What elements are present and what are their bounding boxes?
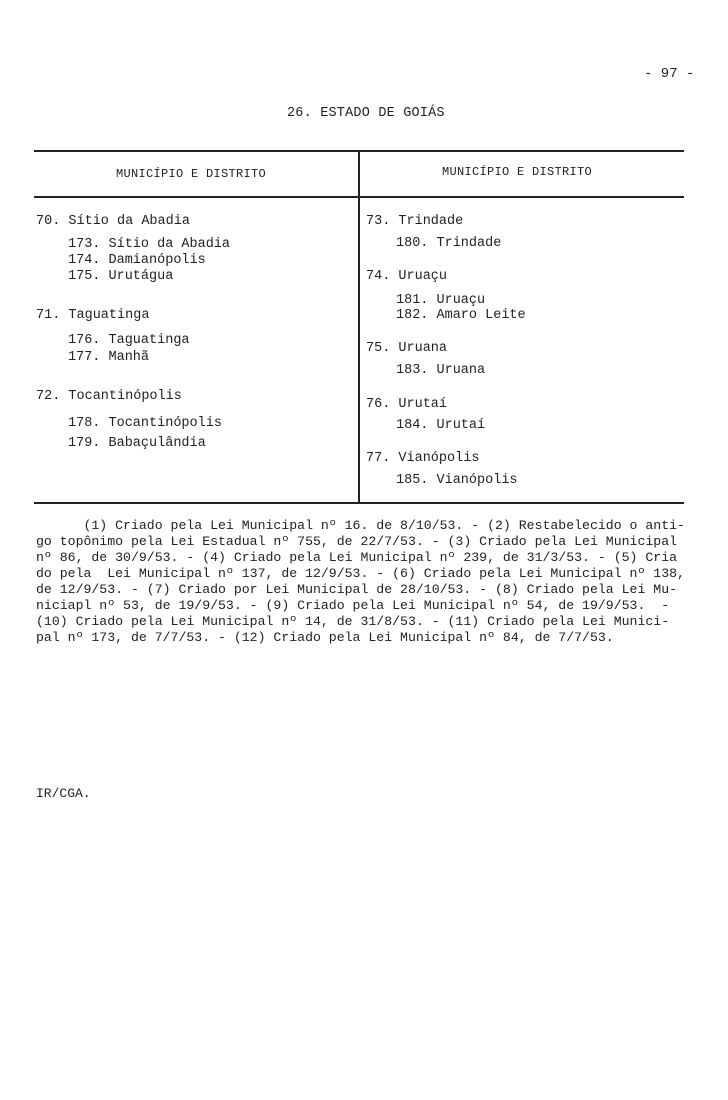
municipio-entry: 73. Trindade xyxy=(366,214,464,229)
footnote-line: (1) Criado pela Lei Municipal nº 16. de 8/10/53. - (2) Restabelecido o anti- xyxy=(36,518,685,533)
table-column-divider xyxy=(358,150,360,504)
distrito-entry: 184. Urutaí xyxy=(396,418,486,433)
distrito-entry: 174. Damianópolis xyxy=(68,253,206,268)
footnote-line: (10) Criado pela Lei Municipal nº 14, de 31/8/53. - (11) Criado pela Lei Munici- xyxy=(36,614,670,629)
footnote-line: do pela Lei Municipal nº 137, de 12/9/53. - (6) Criado pela Lei Municipal nº 138, xyxy=(36,566,685,581)
distrito-entry: 185. Vianópolis xyxy=(396,473,518,488)
distrito-entry: 181. Uruaçu xyxy=(396,293,486,308)
distrito-entry: 179. Babaçulândia xyxy=(68,436,206,451)
municipio-entry: 75. Uruana xyxy=(366,341,448,356)
distrito-entry: 175. Urutágua xyxy=(68,269,174,284)
distrito-entry: 173. Sítio da Abadia xyxy=(68,237,231,252)
municipio-entry: 72. Tocantinópolis xyxy=(36,389,182,404)
municipio-entry: 74. Uruaçu xyxy=(366,269,448,284)
distrito-entry: 176. Taguatinga xyxy=(68,333,190,348)
section-title: 26. ESTADO DE GOIÁS xyxy=(287,106,445,121)
municipio-entry: 76. Urutaí xyxy=(366,397,448,412)
municipio-entry: 71. Taguatinga xyxy=(36,308,150,323)
footnotes xyxy=(36,518,692,646)
municipio-entry: 77. Vianópolis xyxy=(366,451,480,466)
footnote-line: niciapl nº 53, de 19/9/53. - (9) Criado pela Lei Municipal nº 54, de 19/9/53. - xyxy=(36,598,670,613)
distrito-entry: 183. Uruana xyxy=(396,363,486,378)
column-header-left: MUNICÍPIO E DISTRITO xyxy=(116,167,267,181)
column-header-right: MUNICÍPIO E DISTRITO xyxy=(442,165,593,179)
distrito-entry: 178. Tocantinópolis xyxy=(68,416,222,431)
footnote-line: pal nº 173, de 7/7/53. - (12) Criado pela Lei Municipal nº 84, de 7/7/53. xyxy=(36,630,614,645)
distrito-entry: 182. Amaro Leite xyxy=(396,308,526,323)
typist-initials: IR/CGA. xyxy=(36,786,91,801)
footnote-line: de 12/9/53. - (7) Criado por Lei Municipal de 28/10/53. - (8) Criado pela Lei Mu- xyxy=(36,582,678,597)
municipio-entry: 70. Sítio da Abadia xyxy=(36,214,190,229)
footnote-line: go topônimo pela Lei Estadual nº 755, de 22/7/53. - (3) Criado pela Lei Municipal xyxy=(36,534,678,549)
distrito-entry: 177. Manhã xyxy=(68,350,150,365)
page-number: - 97 - xyxy=(644,66,695,82)
footnote-line: nº 86, de 30/9/53. - (4) Criado pela Lei Municipal nº 239, de 31/3/53. - (5) Cria xyxy=(36,550,678,565)
distrito-entry: 180. Trindade xyxy=(396,236,502,251)
